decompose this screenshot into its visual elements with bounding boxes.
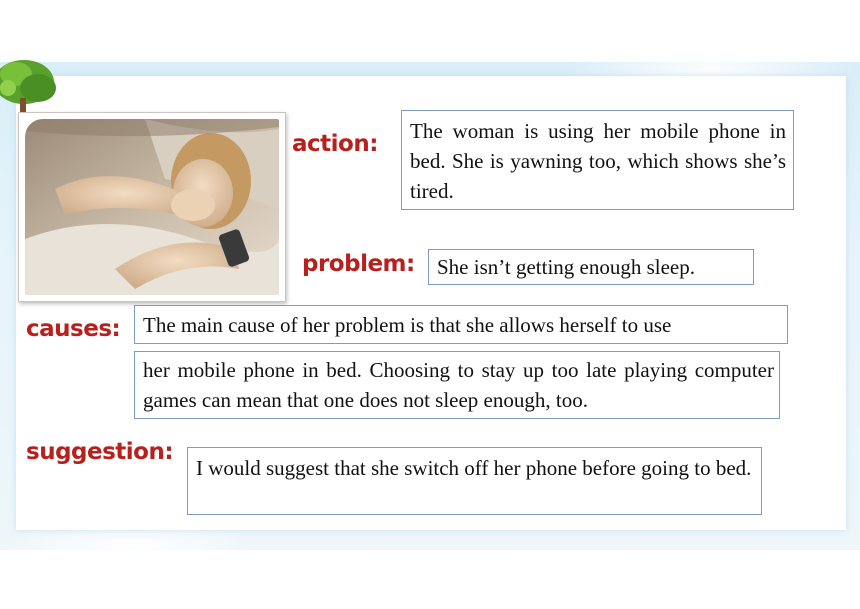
suggestion-text-box: I would suggest that she switch off her phone before going to bed. — [187, 447, 762, 515]
action-label: action: — [292, 131, 378, 157]
photo-frame — [18, 112, 286, 302]
photo — [25, 119, 279, 295]
causes-text-box-line2: her mobile phone in bed. Choosing to stay up too late playing computer games can mean that one does not sleep enough, too. — [134, 351, 780, 419]
problem-text-box: She isn’t getting enough sleep. — [428, 249, 754, 285]
tree-icon — [0, 58, 64, 116]
woman-in-bed-image — [25, 119, 279, 295]
problem-label: problem: — [302, 251, 415, 277]
causes-label: causes: — [26, 316, 121, 342]
suggestion-label: suggestion: — [26, 439, 174, 465]
action-text-box: The woman is using her mobile phone in bed. She is yawning too, which shows she’s tired. — [401, 110, 794, 210]
causes-text-box-line1: The main cause of her problem is that she allows herself to use — [134, 305, 788, 344]
